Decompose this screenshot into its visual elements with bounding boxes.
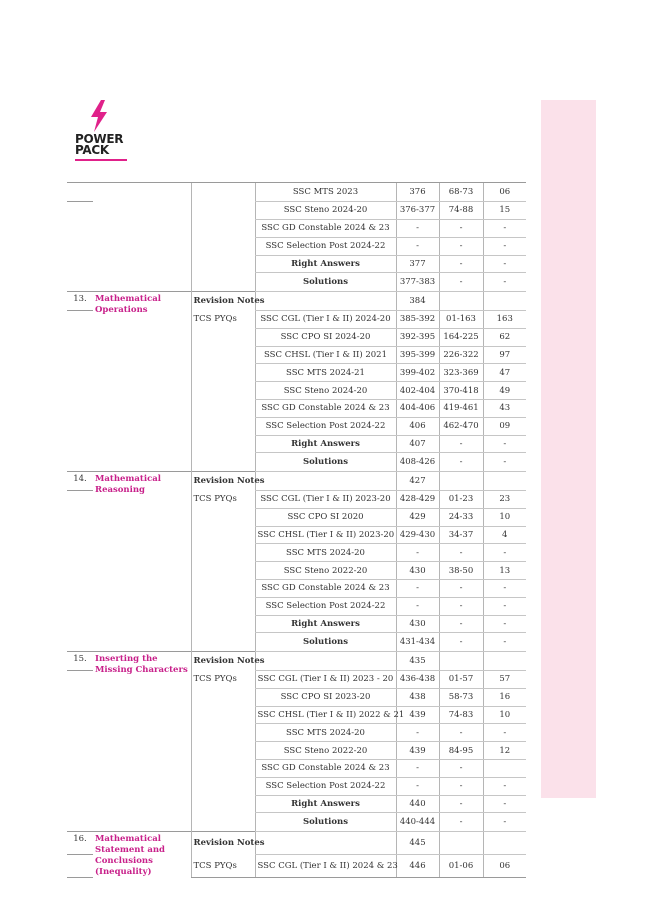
table-row <box>67 273 526 291</box>
page-range: 406 <box>396 417 439 435</box>
material-label <box>191 400 255 418</box>
question-range: - <box>439 453 483 471</box>
section-number <box>67 813 93 831</box>
revision-notes-label: Revision Notes <box>191 831 255 854</box>
exam-name: SSC CHSL (Tier I & II) 2023-20 <box>255 526 396 544</box>
question-count: 06 <box>483 854 526 877</box>
logo-underline <box>75 159 127 161</box>
page-range: 429 <box>396 508 439 526</box>
question-count: 09 <box>483 417 526 435</box>
material-label <box>191 724 255 742</box>
section-number <box>67 615 93 633</box>
section-title <box>93 273 191 291</box>
material-label <box>191 526 255 544</box>
exam-name: SSC CHSL (Tier I & II) 2022 & 21 <box>255 706 396 724</box>
question-count: - <box>483 220 526 238</box>
page-range: - <box>396 760 439 778</box>
section-row <box>67 831 526 854</box>
page-range: 427 <box>396 471 439 490</box>
material-label <box>191 544 255 562</box>
question-range: - <box>439 795 483 813</box>
section-number <box>67 328 93 346</box>
page-range: 430 <box>396 615 439 633</box>
question-count: 49 <box>483 382 526 400</box>
question-range: 323-369 <box>439 364 483 382</box>
exam-name: SSC GD Constable 2024 & 23 <box>255 400 396 418</box>
page-range: 446 <box>396 854 439 877</box>
section-number <box>67 706 93 724</box>
table-row <box>67 255 526 273</box>
material-label <box>191 633 255 651</box>
question-count: 10 <box>483 508 526 526</box>
page-range: 439 <box>396 706 439 724</box>
question-count: - <box>483 544 526 562</box>
exam-name: SSC CGL (Tier I & II) 2024-20 <box>255 310 396 328</box>
question-count: - <box>483 435 526 453</box>
page-range: 435 <box>396 651 439 670</box>
page-range: 429-430 <box>396 526 439 544</box>
exam-name: SSC GD Constable 2024 & 23 <box>255 580 396 598</box>
revision-notes-label: Revision Notes <box>191 291 255 310</box>
section-number <box>67 382 93 400</box>
exam-name: SSC GD Constable 2024 & 23 <box>255 760 396 778</box>
logo-text: POWER PACK <box>75 132 124 157</box>
section-title: Inserting the Missing Characters <box>93 651 191 831</box>
question-range: - <box>439 220 483 238</box>
exam-name: SSC CGL (Tier I & II) 2024 & 23 <box>255 854 396 877</box>
section-row <box>67 471 526 490</box>
section-number <box>67 220 93 238</box>
section-number <box>67 526 93 544</box>
question-count: 15 <box>483 201 526 219</box>
question-range: - <box>439 615 483 633</box>
section-number <box>67 417 93 435</box>
question-count: 10 <box>483 706 526 724</box>
question-range: 84-95 <box>439 742 483 760</box>
question-range: - <box>439 724 483 742</box>
material-label <box>191 615 255 633</box>
section-number <box>67 273 93 291</box>
exam-name: SSC Selection Post 2024-22 <box>255 777 396 795</box>
question-count <box>483 760 526 778</box>
question-range: 164-225 <box>439 328 483 346</box>
question-range: 74-83 <box>439 706 483 724</box>
material-label <box>191 382 255 400</box>
question-range <box>439 471 483 490</box>
section-title <box>93 201 191 219</box>
page-range: 440-444 <box>396 813 439 831</box>
page-range: 376 <box>396 183 439 202</box>
material-label <box>191 346 255 364</box>
material-label <box>191 364 255 382</box>
question-range: 01-23 <box>439 490 483 508</box>
exam-name: SSC CHSL (Tier I & II) 2021 <box>255 346 396 364</box>
question-range: - <box>439 597 483 615</box>
section-number: 14. <box>67 471 93 490</box>
material-label <box>191 706 255 724</box>
exam-name: Right Answers <box>255 615 396 633</box>
page-range: 377-383 <box>396 273 439 291</box>
material-label <box>191 183 255 202</box>
table-row <box>67 201 526 219</box>
page-range: - <box>396 544 439 562</box>
question-range: 74-88 <box>439 201 483 219</box>
material-label <box>191 508 255 526</box>
page-range: 445 <box>396 831 439 854</box>
section-number <box>67 670 93 688</box>
section-number: 15. <box>67 651 93 670</box>
exam-name: SSC MTS 2023 <box>255 183 396 202</box>
section-number <box>67 760 93 778</box>
material-label <box>191 273 255 291</box>
page-range: 439 <box>396 742 439 760</box>
exam-name: SSC MTS 2024-20 <box>255 544 396 562</box>
page-range: 377 <box>396 255 439 273</box>
section-title <box>93 220 191 238</box>
contents-table <box>67 182 526 878</box>
material-label: TCS PYQs <box>191 490 255 508</box>
exam-name: SSC Steno 2024-20 <box>255 382 396 400</box>
exam-name: SSC Selection Post 2024-22 <box>255 417 396 435</box>
question-count: 62 <box>483 328 526 346</box>
page-range: 384 <box>396 291 439 310</box>
question-count: 43 <box>483 400 526 418</box>
material-label <box>191 255 255 273</box>
question-range: - <box>439 777 483 795</box>
table-row <box>67 220 526 238</box>
section-number <box>67 777 93 795</box>
exam-name: Right Answers <box>255 795 396 813</box>
question-range <box>439 831 483 854</box>
section-number <box>67 580 93 598</box>
exam-name: SSC Steno 2024-20 <box>255 201 396 219</box>
page-range: 431-434 <box>396 633 439 651</box>
exam-name: SSC CPO SI 2023-20 <box>255 688 396 706</box>
material-label: TCS PYQs <box>191 310 255 328</box>
page-range: 440 <box>396 795 439 813</box>
question-range: 01-06 <box>439 854 483 877</box>
question-range: 226-322 <box>439 346 483 364</box>
material-label <box>191 597 255 615</box>
question-count: 13 <box>483 562 526 580</box>
page-range: 428-429 <box>396 490 439 508</box>
section-row <box>67 291 526 310</box>
question-range: - <box>439 255 483 273</box>
question-count: - <box>483 597 526 615</box>
exam-name: SSC CGL (Tier I & II) 2023 - 20 <box>255 670 396 688</box>
question-range: 38-50 <box>439 562 483 580</box>
page-range: 395-399 <box>396 346 439 364</box>
question-range: 24-33 <box>439 508 483 526</box>
question-count: - <box>483 724 526 742</box>
question-range: - <box>439 580 483 598</box>
page-range: 436-438 <box>396 670 439 688</box>
question-range: - <box>439 760 483 778</box>
exam-name: Solutions <box>255 273 396 291</box>
section-number <box>67 435 93 453</box>
material-label <box>191 417 255 435</box>
page-range: 408-426 <box>396 453 439 471</box>
exam-name: SSC MTS 2024-20 <box>255 724 396 742</box>
exam-name: Solutions <box>255 633 396 651</box>
question-range: 462-470 <box>439 417 483 435</box>
exam-name: SSC MTS 2024-21 <box>255 364 396 382</box>
material-label: TCS PYQs <box>191 854 255 877</box>
material-label <box>191 328 255 346</box>
section-number <box>67 310 93 328</box>
page-range: - <box>396 237 439 255</box>
section-title <box>93 255 191 273</box>
section-number <box>67 508 93 526</box>
section-number <box>67 400 93 418</box>
material-label <box>191 237 255 255</box>
question-count <box>483 471 526 490</box>
page-range: 392-395 <box>396 328 439 346</box>
section-number <box>67 201 93 219</box>
side-strip <box>541 100 596 798</box>
exam-name: Right Answers <box>255 255 396 273</box>
section-row <box>67 651 526 670</box>
question-range: - <box>439 633 483 651</box>
question-count: 97 <box>483 346 526 364</box>
section-number <box>67 490 93 508</box>
page-range: - <box>396 724 439 742</box>
exam-name: SSC Selection Post 2024-22 <box>255 597 396 615</box>
revision-notes-label: Revision Notes <box>191 651 255 670</box>
material-label <box>191 688 255 706</box>
section-number <box>67 544 93 562</box>
section-title: Mathematical Statement and Conclusions (Inequality) <box>93 831 191 878</box>
section-title <box>93 237 191 255</box>
question-count: - <box>483 795 526 813</box>
question-range: - <box>439 237 483 255</box>
section-number <box>67 237 93 255</box>
section-number <box>67 795 93 813</box>
question-count <box>483 291 526 310</box>
page-range: 438 <box>396 688 439 706</box>
question-range: 01-163 <box>439 310 483 328</box>
section-number <box>67 346 93 364</box>
question-count: - <box>483 580 526 598</box>
material-label <box>191 435 255 453</box>
question-range: - <box>439 273 483 291</box>
question-count <box>483 831 526 854</box>
table-row <box>67 237 526 255</box>
table-row <box>67 183 526 202</box>
question-count: 163 <box>483 310 526 328</box>
question-range: 370-418 <box>439 382 483 400</box>
question-count: - <box>483 633 526 651</box>
exam-name <box>255 471 396 490</box>
exam-name: SSC Selection Post 2024-22 <box>255 237 396 255</box>
section-number <box>67 724 93 742</box>
page-range: 407 <box>396 435 439 453</box>
page-range: - <box>396 580 439 598</box>
question-count: 23 <box>483 490 526 508</box>
question-range: 34-37 <box>439 526 483 544</box>
question-range: 01-57 <box>439 670 483 688</box>
exam-name: SSC Steno 2022-20 <box>255 742 396 760</box>
question-count: - <box>483 777 526 795</box>
exam-name: SSC GD Constable 2024 & 23 <box>255 220 396 238</box>
question-range: - <box>439 435 483 453</box>
section-number <box>67 854 93 877</box>
page-range: 402-404 <box>396 382 439 400</box>
page-range: - <box>396 220 439 238</box>
question-range: 58-73 <box>439 688 483 706</box>
page-range: 385-392 <box>396 310 439 328</box>
material-label <box>191 813 255 831</box>
question-count: 4 <box>483 526 526 544</box>
question-range: 419-461 <box>439 400 483 418</box>
page-range: 399-402 <box>396 364 439 382</box>
material-label <box>191 580 255 598</box>
question-count: 57 <box>483 670 526 688</box>
material-label: TCS PYQs <box>191 670 255 688</box>
question-range: - <box>439 813 483 831</box>
section-number <box>67 742 93 760</box>
exam-name: SSC CGL (Tier I & II) 2023-20 <box>255 490 396 508</box>
section-number <box>67 453 93 471</box>
exam-name <box>255 831 396 854</box>
section-number <box>67 633 93 651</box>
question-count: 47 <box>483 364 526 382</box>
page-range: - <box>396 777 439 795</box>
question-count: - <box>483 273 526 291</box>
material-label <box>191 220 255 238</box>
material-label <box>191 201 255 219</box>
section-title <box>93 183 191 202</box>
question-range: 68-73 <box>439 183 483 202</box>
page-range: 430 <box>396 562 439 580</box>
exam-name: Solutions <box>255 813 396 831</box>
section-title: Mathematical Operations <box>93 291 191 471</box>
material-label <box>191 453 255 471</box>
power-pack-logo <box>75 100 135 164</box>
material-label <box>191 742 255 760</box>
question-count: - <box>483 255 526 273</box>
question-count: - <box>483 237 526 255</box>
exam-name: Solutions <box>255 453 396 471</box>
question-count: 16 <box>483 688 526 706</box>
question-count: - <box>483 453 526 471</box>
exam-name: SSC CPO SI 2024-20 <box>255 328 396 346</box>
section-number <box>67 183 93 202</box>
question-count: - <box>483 813 526 831</box>
section-number <box>67 255 93 273</box>
exam-name: SSC Steno 2022-20 <box>255 562 396 580</box>
question-range <box>439 291 483 310</box>
page-range: - <box>396 597 439 615</box>
material-label <box>191 777 255 795</box>
page-range: 404-406 <box>396 400 439 418</box>
section-number <box>67 562 93 580</box>
exam-name <box>255 291 396 310</box>
question-range: - <box>439 544 483 562</box>
exam-name <box>255 651 396 670</box>
page-range: 376-377 <box>396 201 439 219</box>
lightning-bolt-icon <box>88 100 110 132</box>
question-count: 06 <box>483 183 526 202</box>
question-count: 12 <box>483 742 526 760</box>
section-number: 16. <box>67 831 93 854</box>
exam-name: SSC CPO SI 2020 <box>255 508 396 526</box>
section-number <box>67 364 93 382</box>
question-count: - <box>483 615 526 633</box>
question-range <box>439 651 483 670</box>
material-label <box>191 795 255 813</box>
material-label <box>191 760 255 778</box>
section-number <box>67 688 93 706</box>
section-number <box>67 597 93 615</box>
material-label <box>191 562 255 580</box>
revision-notes-label: Revision Notes <box>191 471 255 490</box>
section-title: Mathematical Reasoning <box>93 471 191 651</box>
exam-name: Right Answers <box>255 435 396 453</box>
question-count <box>483 651 526 670</box>
section-number: 13. <box>67 291 93 310</box>
